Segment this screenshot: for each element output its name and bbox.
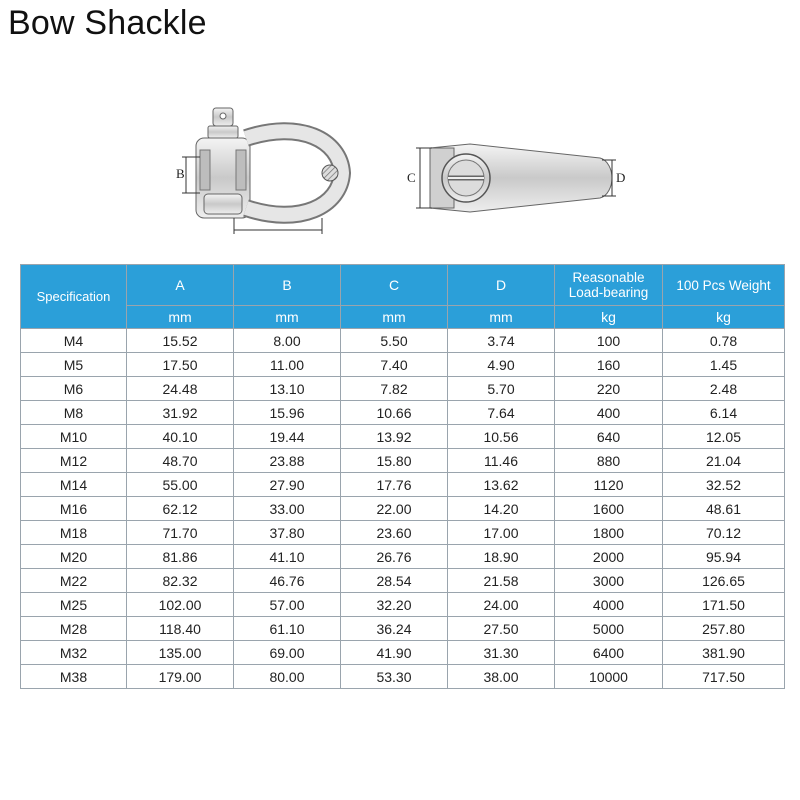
table-cell: 41.10 bbox=[234, 545, 341, 569]
table-cell: 27.50 bbox=[448, 617, 555, 641]
table-cell: 2.48 bbox=[663, 377, 785, 401]
cell-specification: M12 bbox=[21, 449, 127, 473]
table-body bbox=[21, 329, 785, 689]
table-cell: 6400 bbox=[555, 641, 663, 665]
specification-table bbox=[20, 264, 785, 689]
cell-specification: M14 bbox=[21, 473, 127, 497]
cell-specification: M32 bbox=[21, 641, 127, 665]
header-load-bearing-line2: Load-bearing bbox=[568, 285, 649, 300]
table-cell: 23.88 bbox=[234, 449, 341, 473]
table-row bbox=[21, 497, 785, 521]
table-cell: 36.24 bbox=[341, 617, 448, 641]
page-title: Bow Shackle bbox=[8, 4, 207, 42]
table-row bbox=[21, 449, 785, 473]
table-cell: 1120 bbox=[555, 473, 663, 497]
table-row bbox=[21, 593, 785, 617]
table-cell: 17.76 bbox=[341, 473, 448, 497]
table-cell: 5.50 bbox=[341, 329, 448, 353]
header-weight: 100 Pcs Weight bbox=[663, 265, 785, 306]
table-cell: 4000 bbox=[555, 593, 663, 617]
table-cell: 10.66 bbox=[341, 401, 448, 425]
table-cell: 69.00 bbox=[234, 641, 341, 665]
table-cell: 1800 bbox=[555, 521, 663, 545]
header-c: C bbox=[341, 265, 448, 306]
table-cell: 0.78 bbox=[663, 329, 785, 353]
table-cell: 24.00 bbox=[448, 593, 555, 617]
table-cell: 640 bbox=[555, 425, 663, 449]
table-cell: 4.90 bbox=[448, 353, 555, 377]
cell-specification: M6 bbox=[21, 377, 127, 401]
table-cell: 179.00 bbox=[127, 665, 234, 689]
table-cell: 62.12 bbox=[127, 497, 234, 521]
label-b: B bbox=[176, 166, 185, 181]
table-cell: 13.92 bbox=[341, 425, 448, 449]
table-cell: 220 bbox=[555, 377, 663, 401]
table-cell: 400 bbox=[555, 401, 663, 425]
table-cell: 118.40 bbox=[127, 617, 234, 641]
cell-specification: M18 bbox=[21, 521, 127, 545]
unit-a: mm bbox=[127, 306, 234, 329]
unit-b: mm bbox=[234, 306, 341, 329]
table-cell: 26.76 bbox=[341, 545, 448, 569]
table-cell: 1600 bbox=[555, 497, 663, 521]
table-cell: 880 bbox=[555, 449, 663, 473]
table-cell: 102.00 bbox=[127, 593, 234, 617]
table-cell: 28.54 bbox=[341, 569, 448, 593]
table-cell: 12.05 bbox=[663, 425, 785, 449]
table-row bbox=[21, 569, 785, 593]
table-cell: 24.48 bbox=[127, 377, 234, 401]
table-cell: 17.00 bbox=[448, 521, 555, 545]
table-cell: 48.70 bbox=[127, 449, 234, 473]
table-cell: 257.80 bbox=[663, 617, 785, 641]
table-cell: 13.62 bbox=[448, 473, 555, 497]
table-cell: 81.86 bbox=[127, 545, 234, 569]
table-cell: 1.45 bbox=[663, 353, 785, 377]
table-cell: 15.52 bbox=[127, 329, 234, 353]
table-cell: 32.52 bbox=[663, 473, 785, 497]
table-cell: 53.30 bbox=[341, 665, 448, 689]
table-cell: 171.50 bbox=[663, 593, 785, 617]
table-cell: 38.00 bbox=[448, 665, 555, 689]
table-row bbox=[21, 665, 785, 689]
table-cell: 14.20 bbox=[448, 497, 555, 521]
table-cell: 21.04 bbox=[663, 449, 785, 473]
unit-load-bearing: kg bbox=[555, 306, 663, 329]
table-cell: 3000 bbox=[555, 569, 663, 593]
table-cell: 5000 bbox=[555, 617, 663, 641]
table-cell: 11.46 bbox=[448, 449, 555, 473]
table-cell: 41.90 bbox=[341, 641, 448, 665]
table-cell: 21.58 bbox=[448, 569, 555, 593]
table-cell: 40.10 bbox=[127, 425, 234, 449]
table-row bbox=[21, 425, 785, 449]
table-cell: 17.50 bbox=[127, 353, 234, 377]
table-cell: 3.74 bbox=[448, 329, 555, 353]
table-cell: 31.30 bbox=[448, 641, 555, 665]
header-d: D bbox=[448, 265, 555, 306]
table-cell: 82.32 bbox=[127, 569, 234, 593]
table-cell: 61.10 bbox=[234, 617, 341, 641]
table-cell: 80.00 bbox=[234, 665, 341, 689]
table-row bbox=[21, 377, 785, 401]
table-cell: 18.90 bbox=[448, 545, 555, 569]
table-row bbox=[21, 641, 785, 665]
table-cell: 2000 bbox=[555, 545, 663, 569]
table-cell: 46.76 bbox=[234, 569, 341, 593]
table-cell: 160 bbox=[555, 353, 663, 377]
table-cell: 100 bbox=[555, 329, 663, 353]
cell-specification: M16 bbox=[21, 497, 127, 521]
table-cell: 7.40 bbox=[341, 353, 448, 377]
table-cell: 57.00 bbox=[234, 593, 341, 617]
header-load-bearing bbox=[555, 265, 663, 306]
table-cell: 32.20 bbox=[341, 593, 448, 617]
table-cell: 8.00 bbox=[234, 329, 341, 353]
unit-weight: kg bbox=[663, 306, 785, 329]
cell-specification: M8 bbox=[21, 401, 127, 425]
table-row bbox=[21, 401, 785, 425]
unit-d: mm bbox=[448, 306, 555, 329]
table-row bbox=[21, 329, 785, 353]
label-d: D bbox=[616, 170, 626, 185]
table-cell: 37.80 bbox=[234, 521, 341, 545]
table-cell: 717.50 bbox=[663, 665, 785, 689]
header-row-labels bbox=[21, 265, 785, 306]
table-cell: 13.10 bbox=[234, 377, 341, 401]
table-cell: 15.80 bbox=[341, 449, 448, 473]
table-cell: 19.44 bbox=[234, 425, 341, 449]
table-cell: 23.60 bbox=[341, 521, 448, 545]
table-row bbox=[21, 353, 785, 377]
table-row bbox=[21, 617, 785, 641]
table-cell: 126.65 bbox=[663, 569, 785, 593]
cell-specification: M22 bbox=[21, 569, 127, 593]
shackle-side-view bbox=[416, 144, 616, 212]
table-cell: 22.00 bbox=[341, 497, 448, 521]
bow-shackle-diagram bbox=[0, 100, 800, 250]
cell-specification: M10 bbox=[21, 425, 127, 449]
cell-specification: M5 bbox=[21, 353, 127, 377]
header-b: B bbox=[234, 265, 341, 306]
header-specification: Specification bbox=[21, 265, 127, 329]
table-cell: 48.61 bbox=[663, 497, 785, 521]
table-row bbox=[21, 473, 785, 497]
table-row bbox=[21, 545, 785, 569]
table-cell: 70.12 bbox=[663, 521, 785, 545]
cell-specification: M38 bbox=[21, 665, 127, 689]
table-cell: 6.14 bbox=[663, 401, 785, 425]
table-cell: 27.90 bbox=[234, 473, 341, 497]
table-cell: 11.00 bbox=[234, 353, 341, 377]
table-cell: 5.70 bbox=[448, 377, 555, 401]
unit-c: mm bbox=[341, 306, 448, 329]
table-cell: 33.00 bbox=[234, 497, 341, 521]
table-cell: 71.70 bbox=[127, 521, 234, 545]
table-cell: 31.92 bbox=[127, 401, 234, 425]
label-c: C bbox=[407, 170, 416, 185]
table-cell: 10000 bbox=[555, 665, 663, 689]
header-a: A bbox=[127, 265, 234, 306]
cell-specification: M28 bbox=[21, 617, 127, 641]
table-cell: 135.00 bbox=[127, 641, 234, 665]
cell-specification: M25 bbox=[21, 593, 127, 617]
header-row-units bbox=[21, 306, 785, 329]
table-cell: 10.56 bbox=[448, 425, 555, 449]
table-cell: 95.94 bbox=[663, 545, 785, 569]
header-load-bearing-line1: Reasonable bbox=[572, 270, 645, 285]
shackle-front-view bbox=[182, 108, 342, 234]
cell-specification: M4 bbox=[21, 329, 127, 353]
cell-specification: M20 bbox=[21, 545, 127, 569]
table-cell: 381.90 bbox=[663, 641, 785, 665]
table-row bbox=[21, 521, 785, 545]
table-cell: 7.82 bbox=[341, 377, 448, 401]
table-cell: 55.00 bbox=[127, 473, 234, 497]
table-cell: 7.64 bbox=[448, 401, 555, 425]
table-cell: 15.96 bbox=[234, 401, 341, 425]
